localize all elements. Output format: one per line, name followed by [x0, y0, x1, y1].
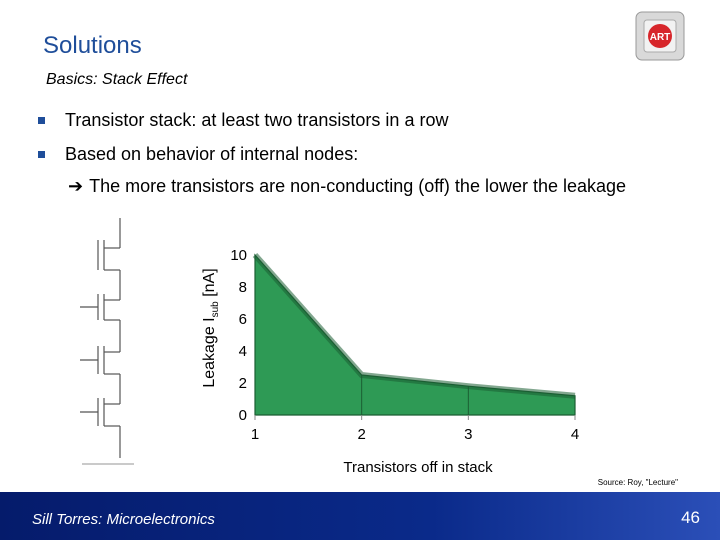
transistor-stack-diagram — [76, 218, 146, 470]
bullet-square-icon — [38, 117, 45, 124]
bullet-2 — [38, 144, 358, 165]
sub-bullet-text: The more transistors are non-conducting (off) the lower the leakage — [89, 176, 627, 196]
bullet-1 — [38, 110, 448, 131]
footer-author: Sill Torres: Microelectronics — [32, 511, 215, 528]
y-tick-label: 0 — [238, 407, 247, 424]
x-tick-label: 3 — [464, 426, 473, 443]
y-tick-label: 2 — [238, 375, 247, 392]
y-tick-label: 4 — [238, 343, 247, 360]
right-arrow-icon: ➔ — [68, 176, 84, 196]
y-ticks — [230, 247, 247, 424]
x-tick-label: 2 — [357, 426, 366, 443]
slide-subtitle: Basics: Stack Effect — [46, 71, 188, 88]
x-tick-label: 4 — [570, 426, 580, 443]
logo-text: ART — [649, 32, 671, 43]
slide-title: Solutions — [43, 32, 142, 59]
x-ticks — [251, 415, 579, 443]
source-citation: Source: Roy, "Lecture" — [597, 478, 678, 487]
sub-bullet — [68, 176, 626, 197]
bullet-square-icon — [38, 151, 45, 158]
bullet-1-text: Transistor stack: at least two transistors in a row — [65, 110, 449, 130]
y-tick-label: 8 — [238, 279, 247, 296]
x-tick-label: 1 — [250, 426, 260, 443]
y-tick-label: 6 — [238, 311, 247, 328]
y-axis-label: Leakage $I_{sub}$ [nA] — [201, 268, 221, 388]
area-series — [255, 255, 575, 415]
page-number: 46 — [681, 508, 700, 527]
bullet-2-text: Based on behavior of internal nodes: — [65, 144, 359, 164]
leakage-chart — [190, 240, 610, 480]
x-axis-label: Transistors off in stack — [343, 459, 493, 476]
art-logo — [634, 10, 686, 62]
y-tick-label: 10 — [230, 247, 247, 264]
